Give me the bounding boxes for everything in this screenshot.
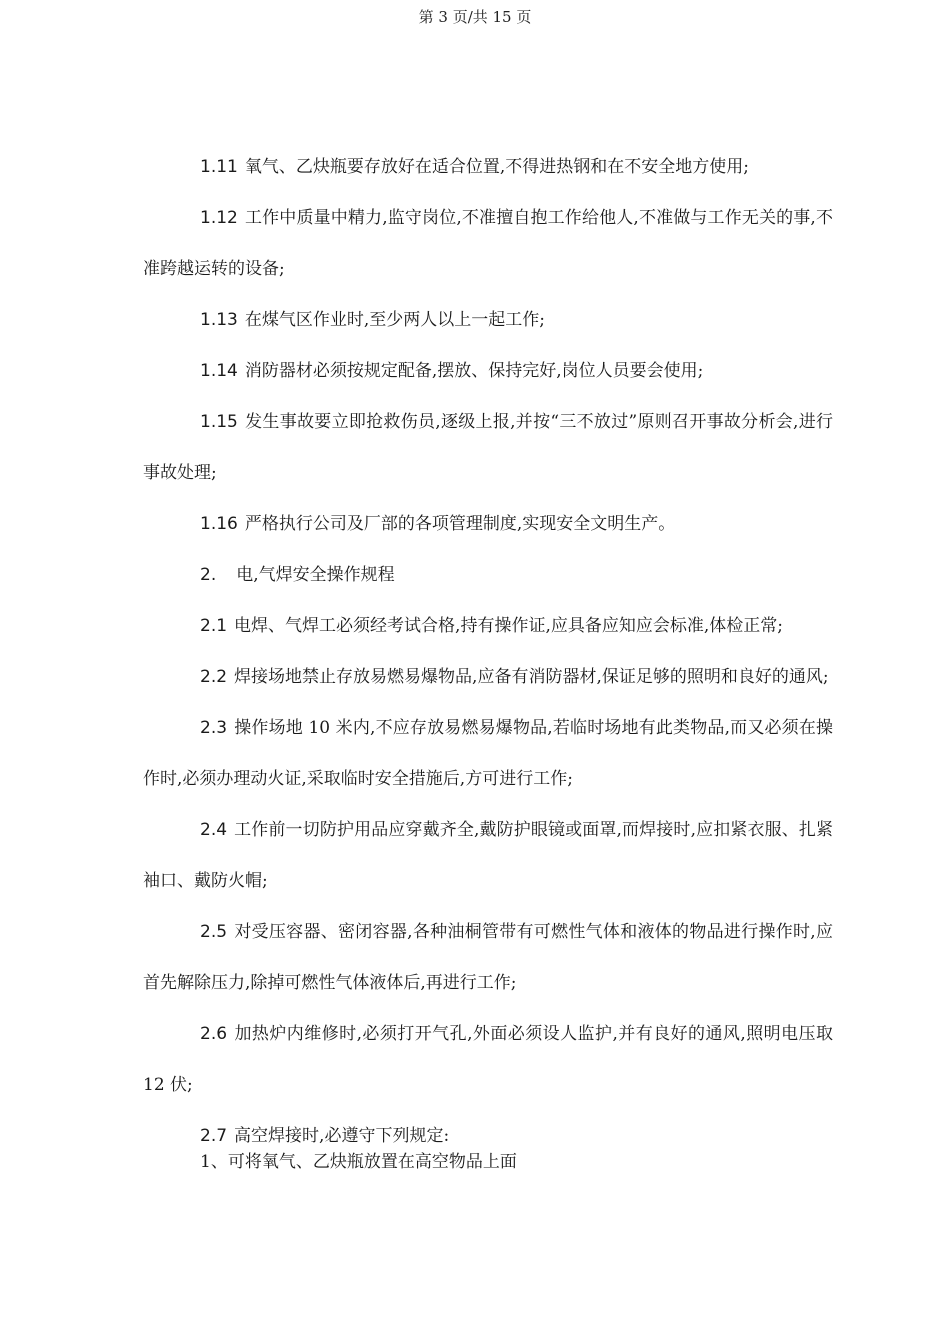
clause-number: 1.13 (200, 310, 238, 330)
clause-text: 焊接场地禁止存放易燃易爆物品,应备有消防器材,保证足够的照明和良好的通风; (234, 667, 829, 687)
clause-number: 1.16 (200, 514, 238, 534)
clause-number: 2.7 (200, 1126, 228, 1146)
clause-text: 氧气、乙炔瓶要存放好在适合位置,不得进热钢和在不安全地方使用; (244, 157, 749, 177)
clause-number: 1.11 (200, 157, 238, 177)
paragraph-2-2 (143, 652, 833, 703)
clause-number: 1.12 (200, 208, 238, 228)
paragraph-1-13 (143, 295, 833, 346)
document-body (143, 142, 833, 1176)
paragraph-2-5 (143, 907, 833, 1009)
clause-text: 工作中质量中精力,监守岗位,不准擅自抱工作给他人,不准做与工作无关的事,不准跨越运转的设备; (143, 208, 833, 279)
page-header: 第 3 页/共 15 页 (418, 8, 532, 26)
clause-number: 2.5 (200, 922, 228, 942)
clause-text: 工作前一切防护用品应穿戴齐全,戴防护眼镜或面罩,而焊接时,应扣紧衣服、扎紧袖口、戴防火帽; (143, 820, 833, 891)
clause-text: 发生事故要立即抢救伤员,逐级上报,并按“三不放过”原则召开事故分析会,进行事故处理; (143, 412, 833, 483)
clause-text: 对受压容器、密闭容器,各种油桐管带有可燃性气体和液体的物品进行操作时,应首先解除压力,除掉可燃性气体液体后,再进行工作; (143, 922, 833, 993)
clause-number: 2.6 (200, 1024, 228, 1044)
paragraph-2-1 (143, 601, 833, 652)
paragraph-1-16 (143, 499, 833, 550)
section-number: 2. (200, 565, 217, 585)
paragraph-1-14 (143, 346, 833, 397)
paragraph-1-15 (143, 397, 833, 499)
sub-item-1: 1、可将氧气、乙炔瓶放置在高空物品上面 (200, 1152, 517, 1172)
clause-number: 1.15 (200, 412, 238, 432)
clause-number: 2.3 (200, 718, 228, 738)
paragraph-1-11 (143, 142, 833, 193)
clause-number: 1.14 (200, 361, 238, 381)
clause-text: 在煤气区作业时,至少两人以上一起工作; (244, 310, 545, 330)
clause-text: 操作场地 10 米内,不应存放易燃易爆物品,若临时场地有此类物品,而又必须在操作时,必须办理动火证,采取临时安全措施后,方可进行工作; (143, 718, 833, 789)
clause-text: 加热炉内维修时,必须打开气孔,外面必须设人监护,并有良好的通风,照明电压取 12 伏; (143, 1024, 833, 1095)
clause-number: 2.2 (200, 667, 228, 687)
clause-text: 高空焊接时,必遵守下列规定: (234, 1126, 450, 1146)
clause-number: 2.1 (200, 616, 228, 636)
clause-text: 消防器材必须按规定配备,摆放、保持完好,岗位人员要会使用; (244, 361, 704, 381)
clause-text: 电焊、气焊工必须经考试合格,持有操作证,应具备应知应会标准,体检正常; (234, 616, 783, 636)
section-heading-2 (143, 550, 833, 601)
paragraph-2-6 (143, 1009, 833, 1111)
clause-number: 2.4 (200, 820, 228, 840)
paragraph-2-3 (143, 703, 833, 805)
paragraph-2-4 (143, 805, 833, 907)
clause-text: 严格执行公司及厂部的各项管理制度,实现安全文明生产。 (244, 514, 676, 534)
paragraph-1-12 (143, 193, 833, 295)
section-title: 电,气焊安全操作规程 (236, 565, 395, 585)
